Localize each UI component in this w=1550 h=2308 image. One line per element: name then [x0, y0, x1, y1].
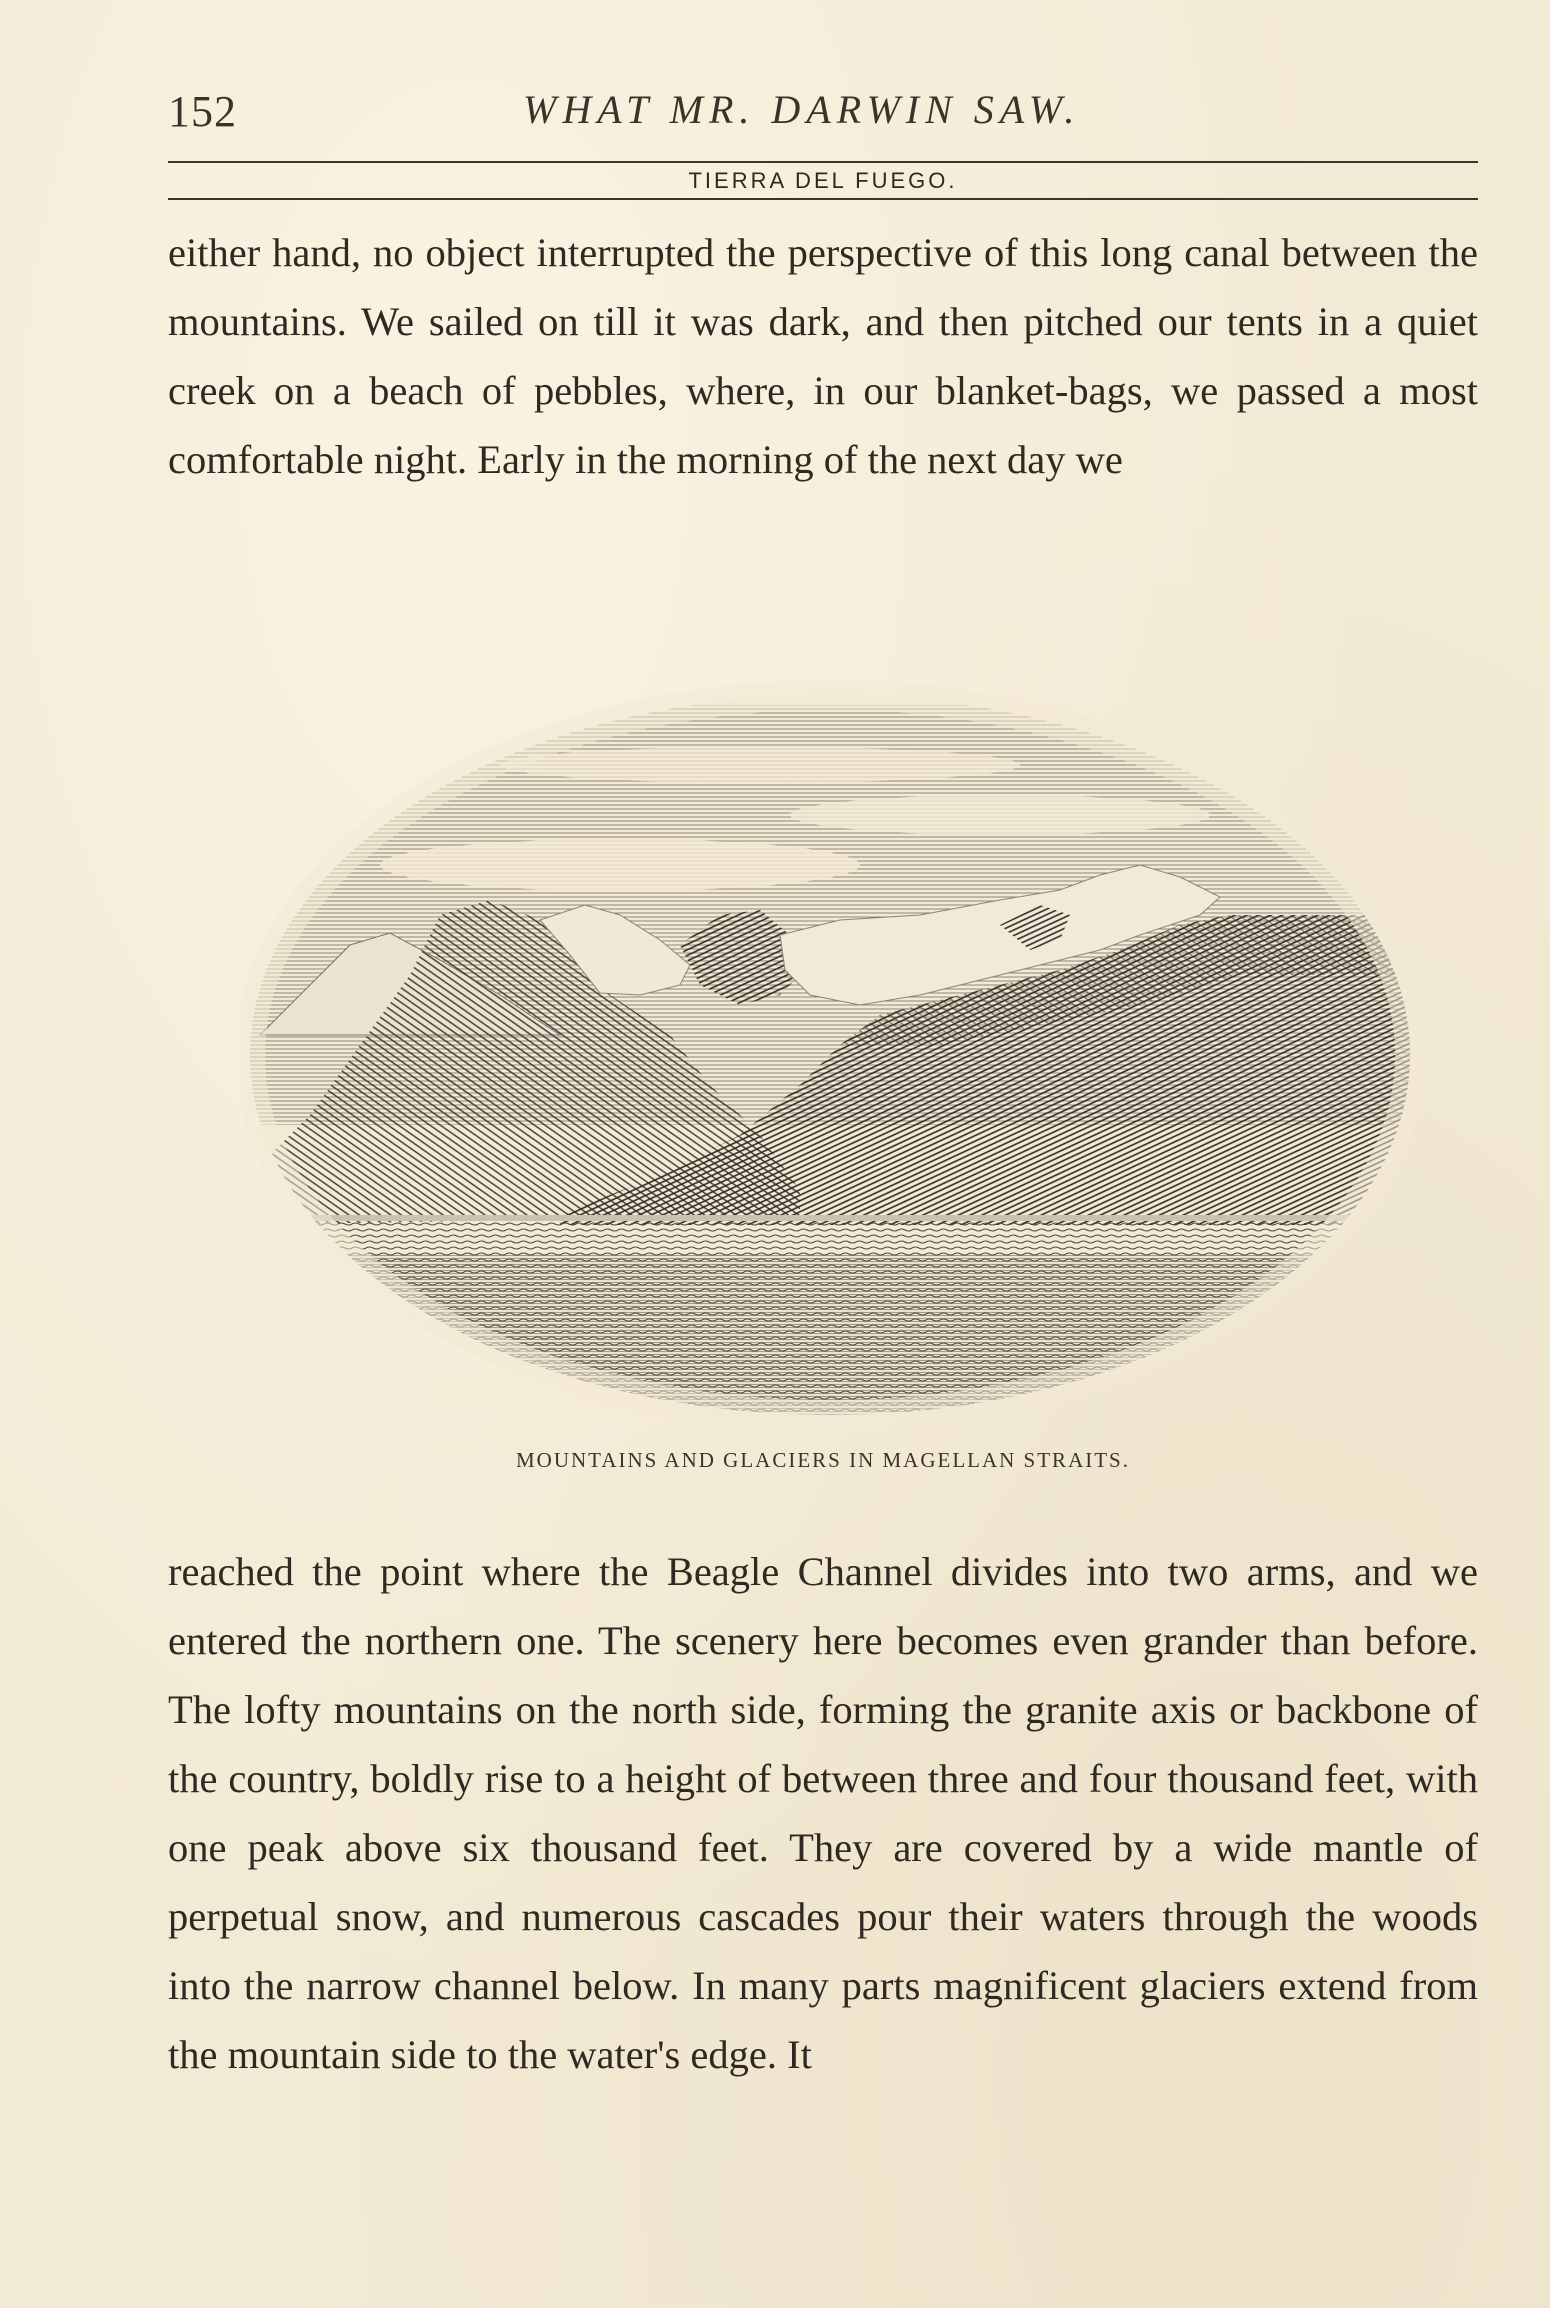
cloud-band: [790, 795, 1210, 835]
running-title: WHAT MR. DARWIN SAW.: [523, 87, 1081, 132]
paragraph-after-figure: reached the point where the Beagle Channel divides into two arms, and we entered the northern one. The scenery here becomes even grander than before. The lofty mountains on the north side, forming the granite axis or backbone of the country, boldly rise to a height of between three and four thousand feet, with one peak above six thousand feet. They are covered by a wide mantle of perpetual snow, and numerous cascades pour their waters through the woods into the narrow channel below. In many parts magnificent glaciers extend from the mountain side to the water's edge. It: [168, 1549, 1478, 2077]
cloud-band: [380, 839, 860, 891]
figure-caption: MOUNTAINS AND GLACIERS IN MAGELLAN STRAITS.: [516, 1448, 1130, 1472]
mountains-glaciers-engraving: [240, 615, 1420, 1445]
section-label: TIERRA DEL FUEGO.: [688, 168, 958, 193]
paragraph-before-figure: either hand, no object interrupted the perspective of this long canal between the mountains. We sailed on till it was dark, and then pitched our tents in a quiet creek on a beach of pebbles, where, in our blanket-bags, we passed a most comfortable night. Early in the morning of the next day we: [168, 230, 1478, 482]
header-rule-bottom: [168, 198, 1478, 200]
bird-icon: [345, 1303, 385, 1310]
header-rule-top: [168, 161, 1478, 163]
engraving-illustration: [240, 615, 1420, 1445]
page-number: 152: [168, 87, 237, 136]
page-header: [168, 86, 1478, 146]
cloud-band: [500, 747, 1020, 783]
shoreline: [240, 1215, 1420, 1221]
